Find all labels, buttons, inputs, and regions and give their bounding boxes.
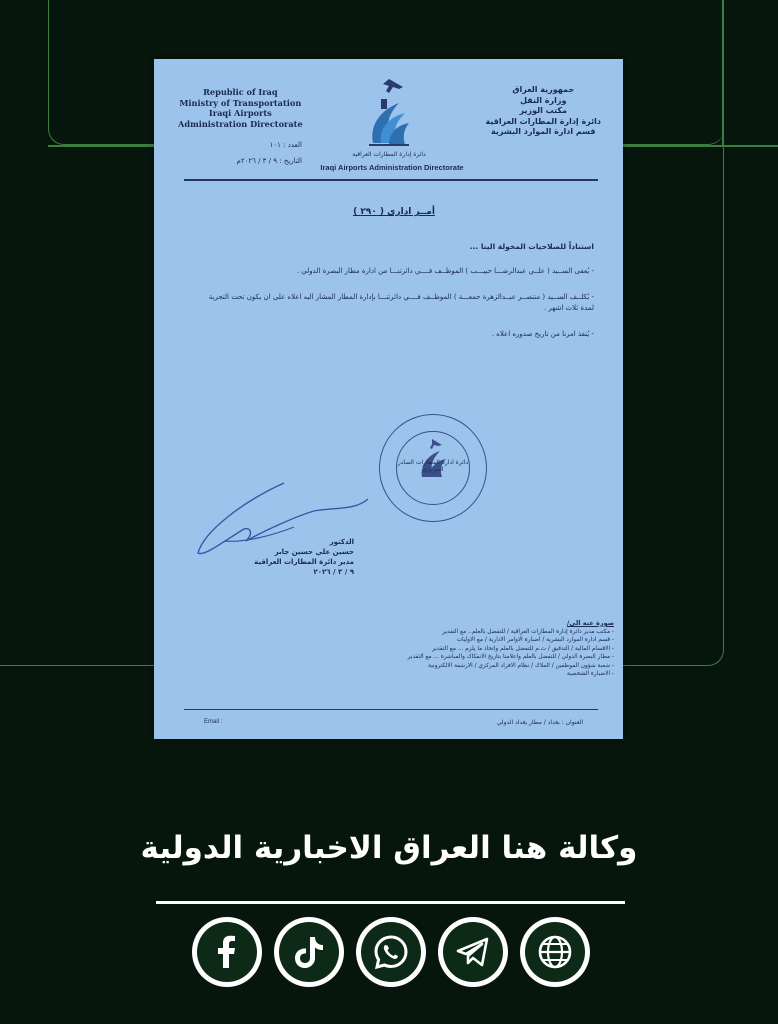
- tiktok-icon: [291, 934, 327, 970]
- document-number: العدد : ١٠١: [269, 141, 302, 149]
- official-document: [154, 59, 623, 739]
- globe-icon: [537, 934, 573, 970]
- header-line: قسم ادارة الموارد البشرية: [491, 127, 596, 136]
- header-line: جمهورية العراق: [512, 85, 575, 94]
- header-divider: [184, 179, 598, 181]
- facebook-button[interactable]: [192, 917, 262, 987]
- paragraph-3: - يُنفذ امرنا من تاريخ صدوره اعلاه .: [491, 330, 594, 338]
- website-button[interactable]: [520, 917, 590, 987]
- brand-name: وكالة هنا العراق الاخبارية الدولية: [140, 830, 638, 866]
- header-line: Republic of Iraq: [203, 87, 278, 97]
- telegram-button[interactable]: [438, 917, 508, 987]
- signer-name: حسين علي حسين جابر: [274, 548, 354, 556]
- header-line: دائرة إدارة المطارات العراقية: [485, 116, 601, 126]
- brand-divider: [156, 901, 625, 904]
- stamp-text: دائرة ادارة المطارات الصادر المركزي: [397, 459, 469, 473]
- paragraph-1: - يُعفى الســيد ( علــي عبدالرضـــا حبيـــب ) الموظــف فــــي دائرتنـــا من ادارة مطار البصرة الدولي .: [296, 267, 594, 275]
- cc-item: - مطار البصرة الدولي / للتفضل بالعلم واعلامنا بتاريخ الانفكاك والمباشرة ... مع التقدير: [407, 654, 614, 660]
- signer-role: مدير دائرة المطارات العراقية: [254, 558, 354, 566]
- official-stamp: [379, 414, 487, 522]
- cc-list: [194, 619, 614, 679]
- arabic-header: [486, 85, 601, 138]
- signer-title: الدكتور: [329, 538, 354, 546]
- order-title: أمــر اداري ( ٢٩٠ ): [353, 207, 435, 217]
- intro-text: استناداً للصلاحيات المخولة الينا ...: [469, 242, 594, 251]
- decorative-frame-line: [722, 0, 724, 146]
- airports-logo-icon: [359, 73, 419, 153]
- tiktok-button[interactable]: [274, 917, 344, 987]
- cc-item: - الاقسام المالية / التدقيق / ت.م للتفضل بالعلم واتخاذ ما يلزم ... مع التقدير: [432, 645, 614, 652]
- logo-caption-en: Iraqi Airports Administration Directorate: [320, 163, 464, 172]
- header-line: Administration Directorate: [178, 118, 303, 129]
- signer-block: [194, 537, 354, 577]
- facebook-icon: [209, 934, 245, 970]
- paragraph-2: - يُكلــف الســيد ( منتصــر عبــدالزهرة جمعـــة ) الموظــف فــــي دائرتنـــا بإدارة المطار المشار اليه اعلاه على ان يكون تحت التجربة لمدة ثلاث اشهر .: [208, 293, 594, 312]
- header-line: Ministry of Transportation: [179, 97, 302, 108]
- footer-email: Email :: [204, 719, 223, 725]
- header-line: مكتب الوزير: [519, 106, 568, 115]
- document-body: [194, 241, 594, 355]
- footer-address: العنوان : بغداد / مطار بغداد الدولي: [496, 719, 583, 726]
- telegram-icon: [455, 934, 491, 970]
- header-line: Iraqi Airports: [208, 108, 272, 118]
- header-line: وزارة النقل: [520, 95, 567, 105]
- cc-item: - قسم ادارة الموارد البشرية / اضبارة الاوامر الادارية / مع الاوليات: [456, 637, 614, 643]
- social-links: [192, 917, 592, 987]
- cc-item: - شعبة شؤون الموظفين / الملاك / نظام الافراد المركزي / الارشفة الالكترونية: [428, 662, 614, 669]
- document-date: التاريخ : ٩ / ٣ / ٢٠٢٦م: [236, 157, 302, 165]
- signer-date: ٩ / ٣ / ٢٠٢٦: [313, 568, 354, 576]
- footer-divider: [184, 709, 598, 710]
- whatsapp-button[interactable]: [356, 917, 426, 987]
- cc-item: - الاضبارة الشخصية: [566, 671, 614, 677]
- cc-item: - مكتب مدير دائرة إدارة المطارات العراقية / للتفضل بالعلم.. مع التقدير: [442, 628, 614, 635]
- logo-caption-ar: دائرة إدارة المطارات العراقية: [352, 151, 426, 158]
- cc-title: صورة عنه الى/: [566, 619, 614, 627]
- whatsapp-icon: [373, 934, 409, 970]
- english-header: [178, 87, 303, 129]
